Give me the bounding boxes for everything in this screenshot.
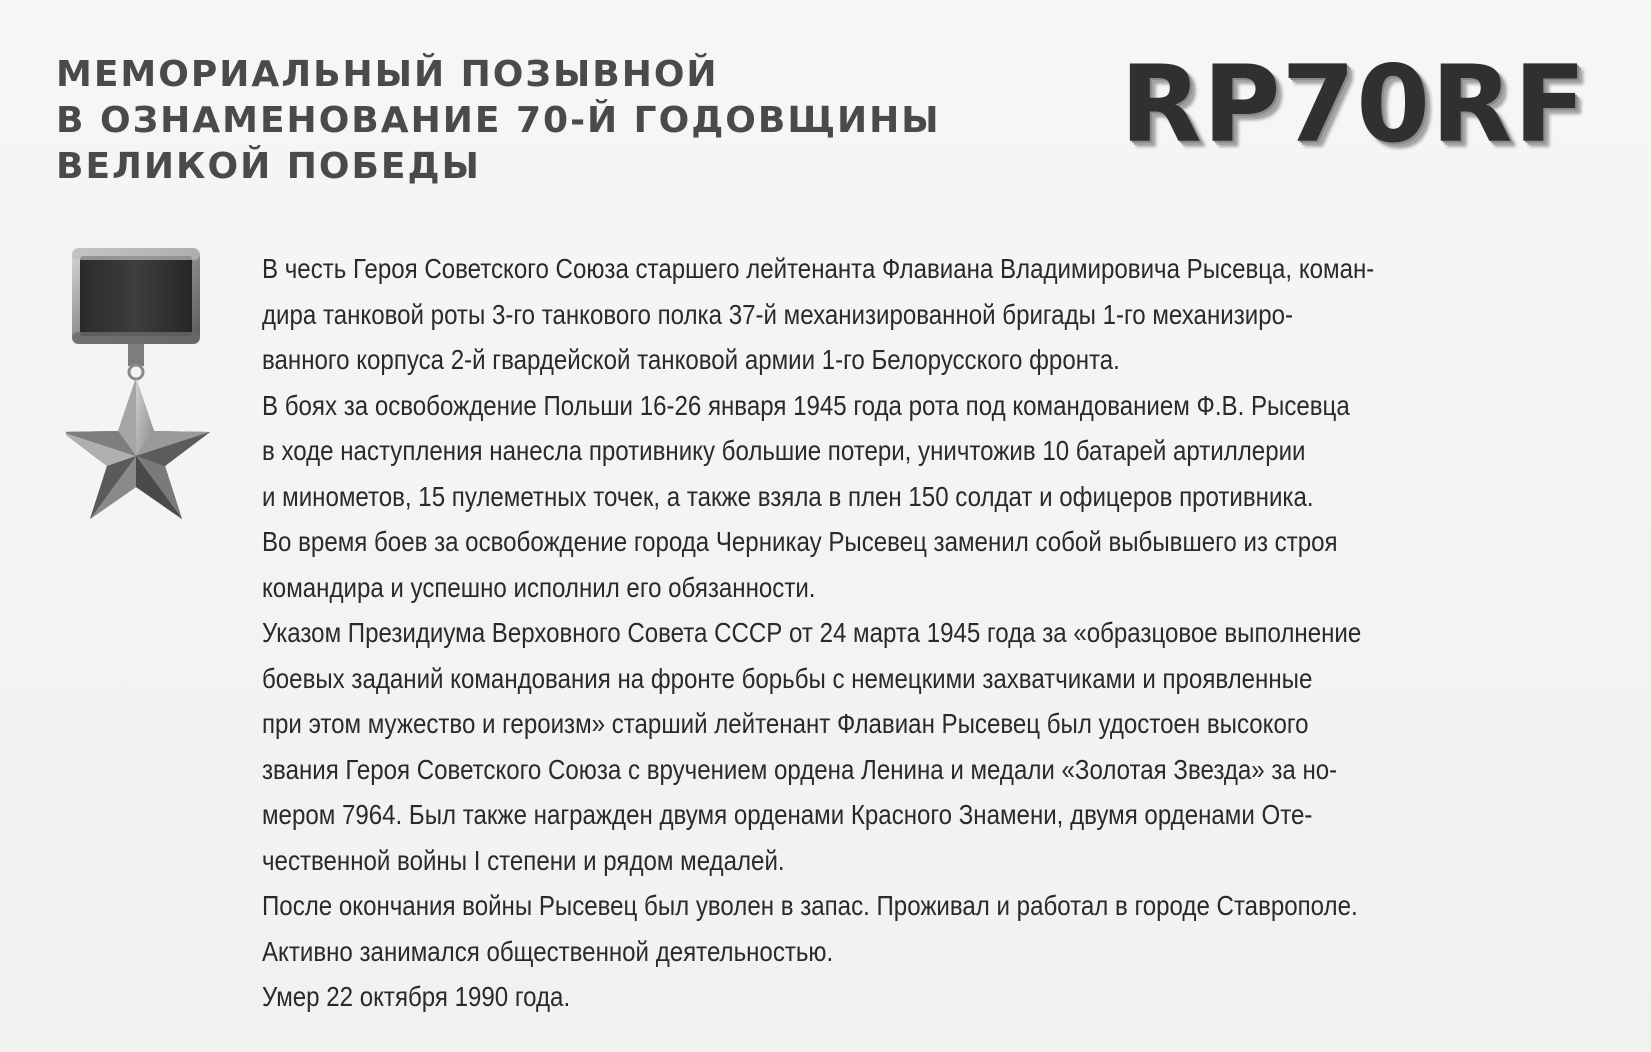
text-line: дира танковой роты 3-го танкового полка 37-й механизированной бригады 1-го механизиро- (262, 298, 1294, 330)
text-line: чественной войны I степени и рядом медалей. (262, 844, 785, 876)
text-line: звания Героя Советского Союза с вручением ордена Ленина и медали «Золотая Звезда» за но- (262, 753, 1338, 785)
text-line: Умер 22 октября 1990 года. (262, 981, 571, 1012)
text-line: при этом мужество и героизм» старший лейтенант Флавиан Рысевец был удостоен высокого (262, 708, 1309, 739)
title-line-2: В ОЗНАМЕНОВАНИЕ 70-Й ГОДОВЩИНЫ (56, 100, 941, 141)
text-line: После окончания войны Рысевец был уволен в запас. Проживал и работал в городе Ставрополе. (262, 890, 1358, 921)
paragraph-postwar (262, 883, 1598, 974)
paragraph-dedication (262, 246, 1598, 383)
text-line: мером 7964. Был также награжден двумя орденами Красного Знамени, двумя орденами Оте- (262, 799, 1313, 830)
paragraph-chernikau (262, 519, 1598, 610)
text-line: Активно занимался общественной деятельностью. (262, 935, 834, 967)
text-line: В честь Героя Советского Союза старшего лейтенанта Флавиана Владимировича Рысевца, коман- (262, 253, 1375, 284)
biography-text (262, 246, 1562, 1020)
text-line: Во время боев за освобождение города Черникау Рысевец заменил собой выбывшего из строя (262, 526, 1338, 557)
text-line: командира и успешно исполнил его обязанности. (262, 571, 816, 603)
text-line: боевых заданий командования на фронте борьбы с немецкими захватчиками и проявленные (262, 662, 1313, 694)
text-line: Указом Президиума Верховного Совета СССР от 24 марта 1945 года за «образцовое выполнение (262, 617, 1362, 648)
text-line: в ходе наступления нанесла противнику большие потери, уничтожив 10 батарей артиллерии (262, 435, 1306, 466)
paragraph-decree (262, 610, 1598, 883)
text-line: В боях за освобождение Польши 16-26 января 1945 года рота под командованием Ф.В. Рысевца (262, 389, 1350, 421)
callsign: RP70RF (1120, 43, 1587, 166)
hero-star-medal-icon (66, 246, 218, 536)
memorial-title (56, 52, 956, 190)
title-line-1: МЕМОРИАЛЬНЫЙ ПОЗЫВНОЙ (56, 54, 719, 95)
paragraph-battles-poland (262, 383, 1598, 520)
paragraph-death (262, 974, 1598, 1020)
title-line-3: ВЕЛИКОЙ ПОБЕДЫ (56, 146, 481, 187)
text-line: и минометов, 15 пулеметных точек, а также взяла в плен 150 солдат и офицеров противника. (262, 480, 1314, 512)
text-line: ванного корпуса 2-й гвардейской танковой армии 1-го Белорусского фронта. (262, 344, 1120, 375)
